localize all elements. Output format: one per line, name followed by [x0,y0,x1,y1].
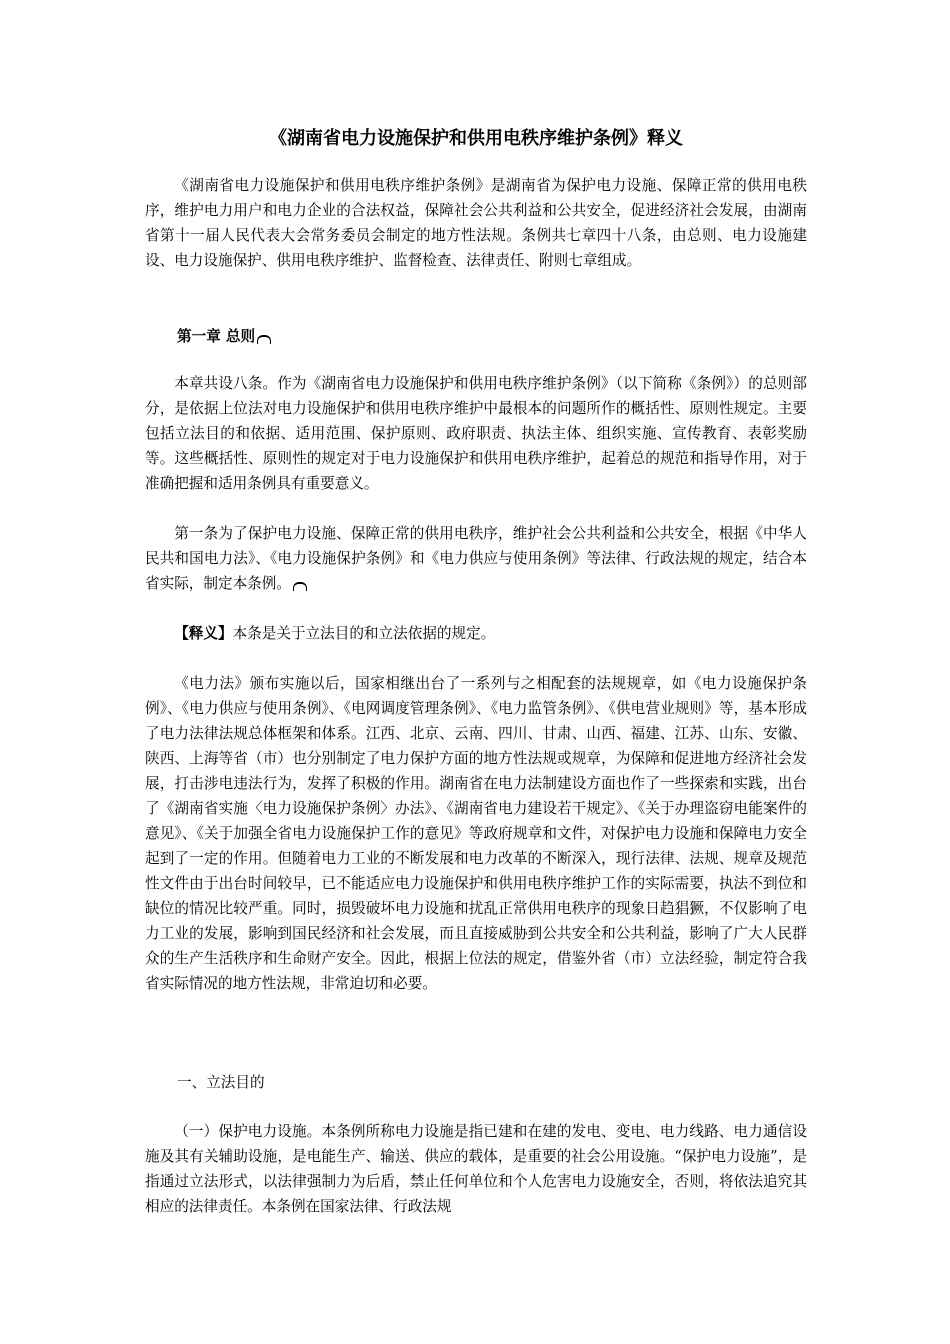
section-heading: 一、立法目的 [177,1074,265,1091]
subsection-paragraph: （一）保护电力设施。本条例所称电力设施是指已建和在建的发电、变电、电力线路、电力通信设施及其有关辅助设施，是电能生产、输送、供应的载体，是重要的社会公用设施。“保护电力设施”，是指通过立法形式，以法律强制力为后盾，禁止任何单位和个人危害电力设施安全，否则，将依法追究其相应的法律责任。本条例在国家法律、行政法规 [145,1123,807,1215]
chapter-heading-text: 第一章 总则 [177,328,256,345]
background-paragraph: 《电力法》颁布实施以后，国家相继出台了一系列与之相配套的法规规章，如《电力设施保护条例》、《电力供应与使用条例》、《电网调度管理条例》、《电力监管条例》、《供电营业规则》等，基本形成了电力法律法规总体框架和体系。江西、北京、云南、四川、甘肃、山西、福建、江苏、山东、安徽、陕西、上海等省（市）也分别制定了电力保护方面的地方性法规或规章，为保障和促进地方经济社会发展，打击涉电违法行为，发挥了积极的作用。湖南省在电力法制建设方面也作了一些探索和实践，出台了《湖南省实施〈电力设施保护条例〉办法》、《湖南省电力建设若干规定》、《关于办理盗窃电能案件的意见》、《关于加强全省电力设施保护工作的意见》等政府规章和文件，对保护电力设施和保障电力安全起到了一定的作用。但随着电力工业的不断发展和电力改革的不断深入，现行法律、法规、规章及规范性文件由于出台时间较早，已不能适应电力设施保护和供用电秩序维护工作的实际需要，执法不到位和缺位的情况比较严重。同时，损毁破坏电力设施和扰乱正常供用电秩序的现象日趋猖獗，不仅影响了电力工业的发展，影响到国民经济和社会发展，而且直接威胁到公共安全和公共利益，影响了广大人民群众的生产生活秩序和生命财产安全。因此，根据上位法的规定，借鉴外省（市）立法经验，制定符合我省实际情况的地方性法规，非常迫切和必要。 [145,675,807,992]
interpretation-text: 本条是关于立法目的和立法依据的规定。 [232,625,496,642]
interpretation-paragraph [145,621,807,646]
paragraph-mark-icon [293,582,307,591]
intro-paragraph: 《湖南省电力设施保护和供用电秩序维护条例》是湖南省为保护电力设施、保障正常的供用电秩序，维护电力用户和电力企业的合法权益，保障社会公共利益和公共安全，促进经济社会发展，由湖南省第十一届人民代表大会常务委员会制定的地方性法规。条例共七章四十八条，由总则、电力设施建设、电力设施保护、供用电秩序维护、监督检查、法律责任、附则七章组成。 [145,177,807,269]
chapter-intro-paragraph: 本章共设八条。作为《湖南省电力设施保护和供用电秩序维护条例》（以下简称《条例》）的总则部分，是依据上位法对电力设施保护和供用电秩序维护中最根本的问题所作的概括性、原则性规定。主要包括立法目的和依据、适用范围、保护原则、政府职责、执法主体、组织实施、宣传教育、表彰奖励等。这些概括性、原则性的规定对于电力设施保护和供用电秩序维护，起着总的规范和指导作用，对于准确把握和适用条例具有重要意义。 [145,375,807,492]
interpretation-label: 【释义】 [174,625,233,642]
article-one-text: 第一条为了保护电力设施、保障正常的供用电秩序，维护社会公共利益和公共安全，根据《中华人民共和国电力法》、《电力设施保护条例》和《电力供应与使用条例》等法律、行政法规的规定，结合本省实际，制定本条例。 [145,525,807,592]
chapter-heading [177,324,271,349]
paragraph-mark-icon [257,335,271,344]
article-one-paragraph [145,521,807,596]
document-title: 《湖南省电力设施保护和供用电秩序维护条例》释义 [269,128,683,149]
